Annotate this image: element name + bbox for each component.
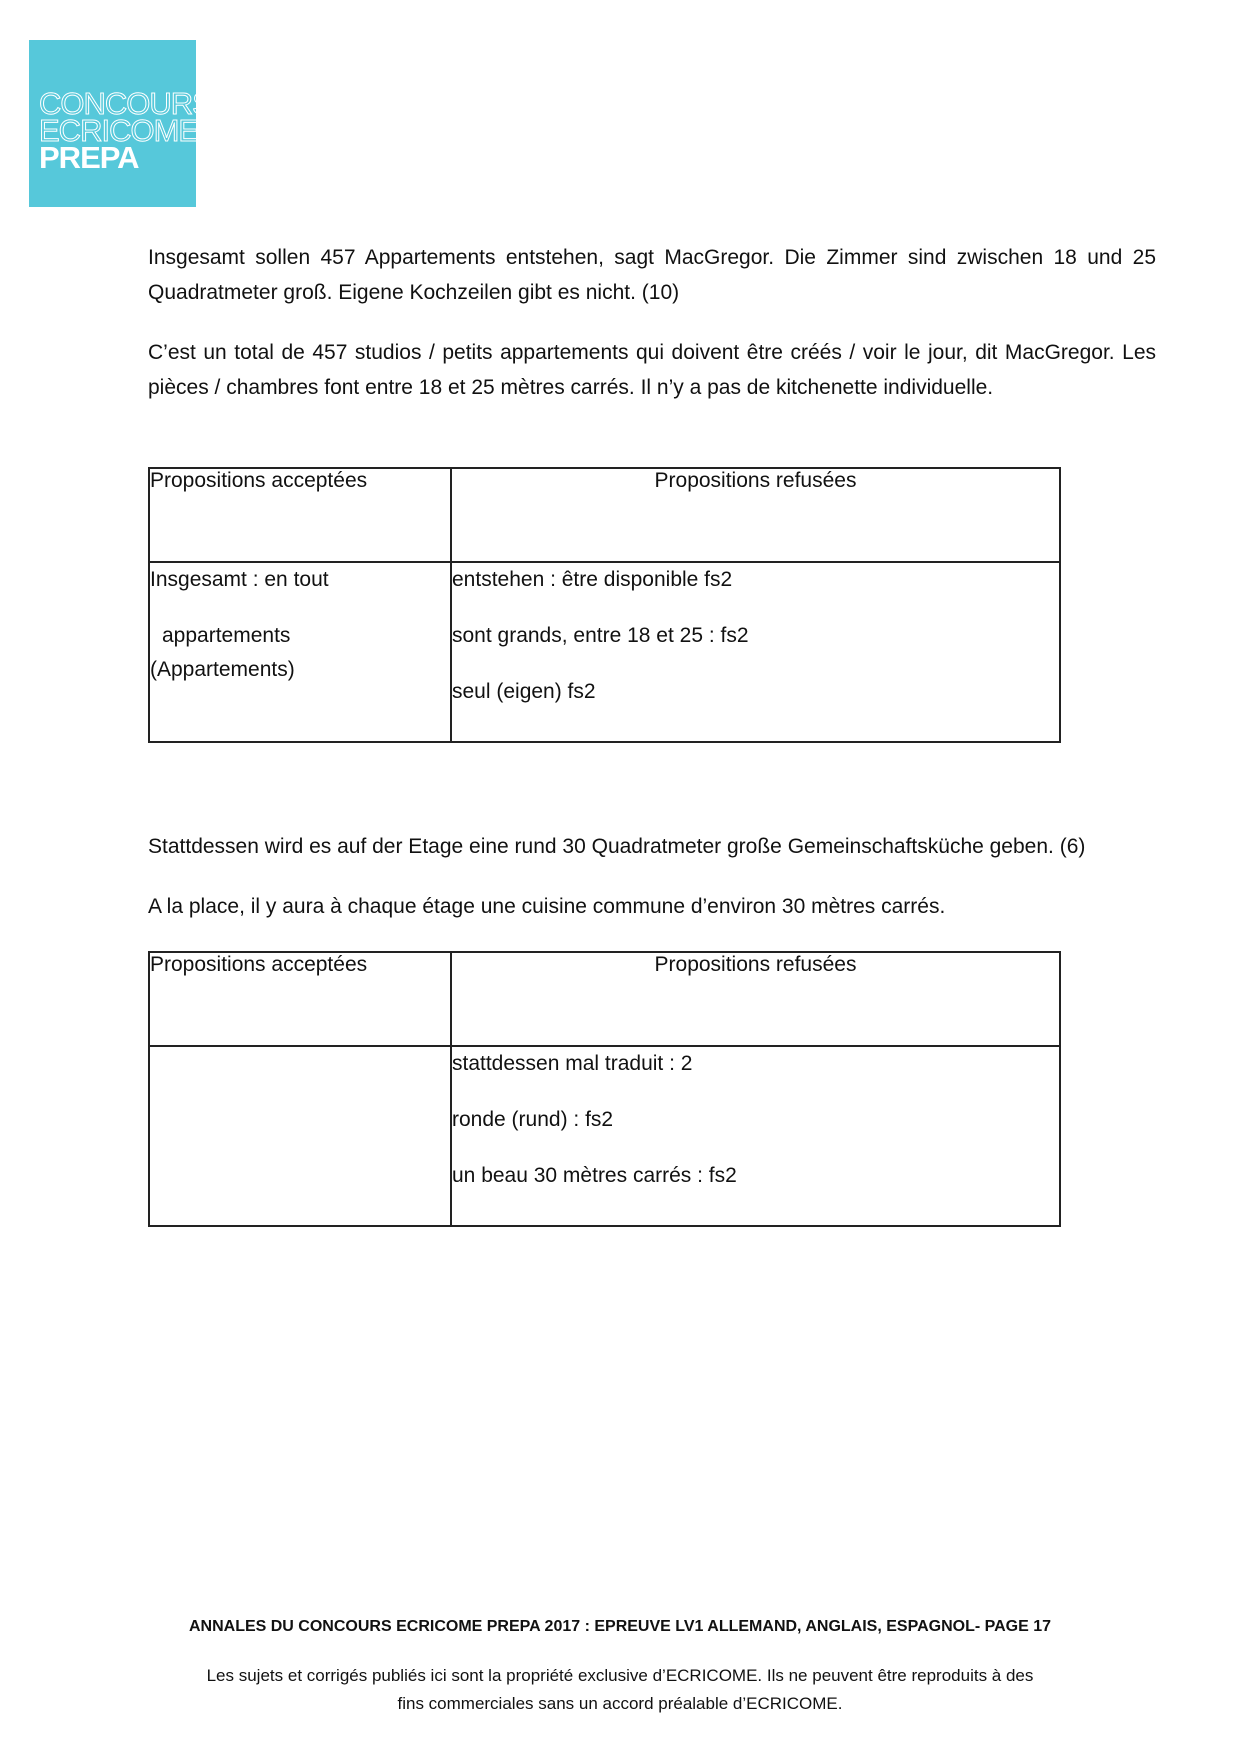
section2-table <box>148 951 1061 1227</box>
section2-refused-cell <box>451 1046 1060 1226</box>
section2-german-text: Stattdessen wird es auf der Etage eine rund 30 Quadratmeter große Gemeinschaftsküche geben. (6) <box>148 835 1086 858</box>
section2-french-text: A la place, il y aura à chaque étage une cuisine commune d’environ 30 mètres carrés. <box>148 895 946 918</box>
section1-header-accepted: Propositions acceptées <box>149 468 451 562</box>
logo-line-prepa: PREPA <box>39 140 139 175</box>
logo-line-concours: CONCOURS <box>39 86 212 121</box>
footer-notice-line1: Les sujets et corrigés publiés ici sont la propriété exclusive d’ECRICOME. Ils ne peuvent être reproduits à des <box>206 1666 1034 1685</box>
section1-table <box>148 467 1061 743</box>
section1-header-refused: Propositions refusées <box>451 468 1060 562</box>
section1-german-text: Insgesamt sollen 457 Appartements entstehen, sagt MacGregor. Die Zimmer sind zwischen 18 und 25 Quadratmeter groß. Eigene Kochzeilen gibt es nicht. (10) <box>148 246 1156 304</box>
refused-item: sont grands, entre 18 et 25 : fs2 <box>452 624 749 647</box>
refused-item: stattdessen mal traduit : 2 <box>452 1052 693 1075</box>
refused-item: seul (eigen) fs2 <box>452 680 596 703</box>
section2-accepted-cell <box>149 1046 451 1226</box>
refused-item: ronde (rund) : fs2 <box>452 1108 614 1131</box>
footer-notice-line2: fins commerciales sans un accord préalable d’ECRICOME. <box>397 1694 843 1713</box>
section2-header-accepted: Propositions acceptées <box>149 952 451 1046</box>
accepted-item: Insgesamt : en tout <box>150 568 329 591</box>
section2-header-refused: Propositions refusées <box>451 952 1060 1046</box>
footer-title: ANNALES DU CONCOURS ECRICOME PREPA 2017 : EPREUVE LV1 ALLEMAND, ANGLAIS, ESPAGNOL- PAGE 17 <box>188 1618 1052 1635</box>
logo-line-ecricome: ECRICOME <box>39 113 199 148</box>
accepted-item: appartements <box>162 624 291 647</box>
ecricome-logo <box>29 40 212 207</box>
section1-accepted-cell <box>149 562 451 742</box>
footer-notice <box>0 1662 1240 1718</box>
section1-french-text: C’est un total de 457 studios / petits appartements qui doivent être créés / voir le jour, dit MacGregor. Les pièces / chambres font entre 18 et 25 mètres carrés. Il n’y a pas de kitchenette individuelle. <box>148 341 1156 399</box>
refused-item: un beau 30 mètres carrés : fs2 <box>452 1164 737 1187</box>
refused-item: entstehen : être disponible fs2 <box>452 568 733 591</box>
section1-refused-cell <box>451 562 1060 742</box>
accepted-item: (Appartements) <box>150 658 295 681</box>
